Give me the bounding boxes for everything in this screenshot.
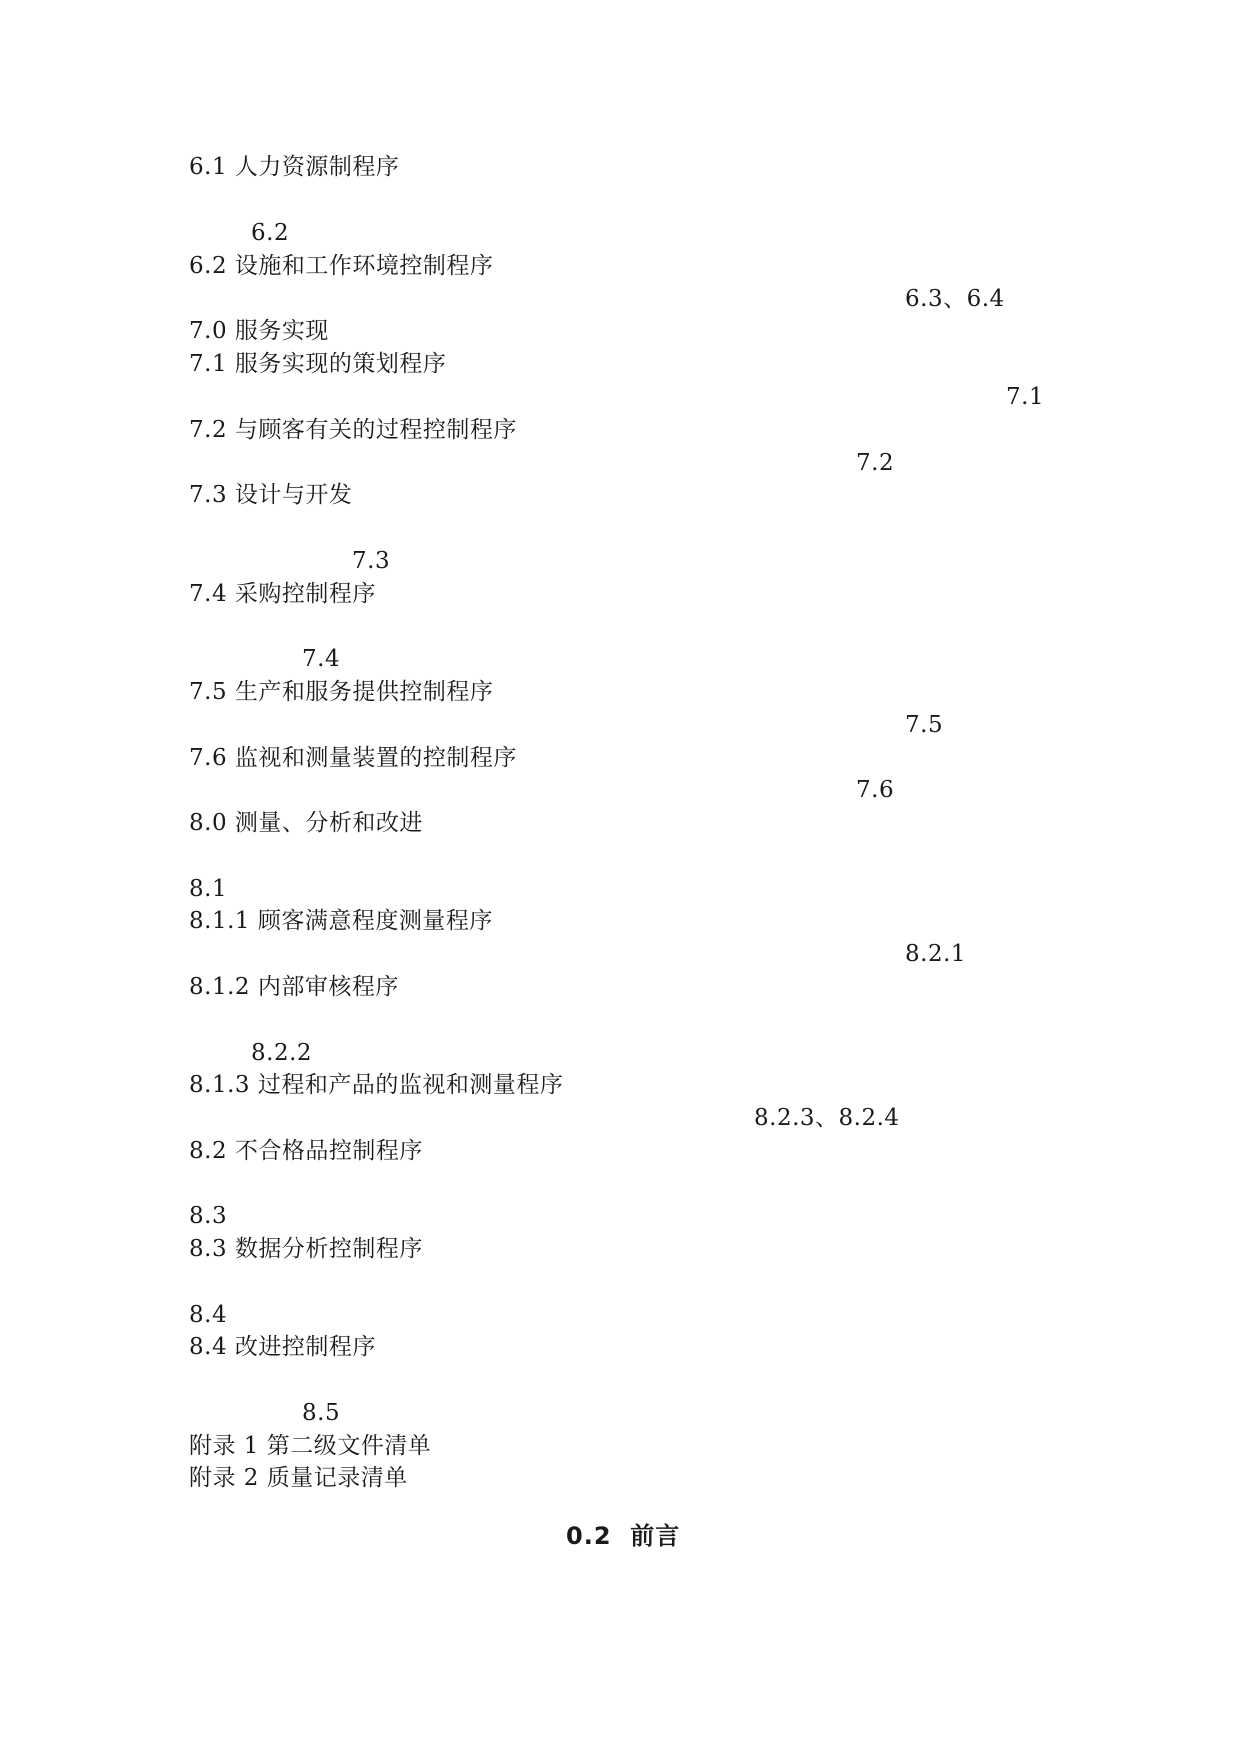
toc-item-8-1-2: 8.1.2 内部审核程序 [189, 974, 399, 1000]
toc-ref-8-1-3: 8.2.3、8.2.4 [754, 1105, 900, 1131]
section-heading: 0.2 前言 [566, 1522, 681, 1550]
toc-ref-7-3: 7.3 [352, 548, 391, 574]
toc-ref-7-6: 7.6 [856, 777, 895, 803]
toc-item-7-3: 7.3 设计与开发 [189, 482, 353, 508]
toc-ref-8-2: 8.3 [189, 1203, 228, 1229]
toc-ref-8-4: 8.5 [302, 1400, 341, 1426]
toc-item-8-0: 8.0 测量、分析和改进 [189, 810, 423, 836]
toc-item-7-5: 7.5 生产和服务提供控制程序 [189, 679, 494, 705]
toc-item-8-1-1: 8.1.1 顾客满意程度测量程序 [189, 908, 493, 934]
toc-ref-8-3: 8.4 [189, 1302, 228, 1328]
toc-item-7-2: 7.2 与顾客有关的过程控制程序 [189, 417, 517, 443]
toc-ref-6-1: 6.2 [251, 220, 290, 246]
appendix-1: 附录 1 第二级文件清单 [189, 1433, 432, 1459]
toc-item-8-1-3: 8.1.3 过程和产品的监视和测量程序 [189, 1072, 564, 1098]
toc-item-7-0: 7.0 服务实现 [189, 318, 329, 344]
toc-sub-8-1: 8.1 [189, 876, 228, 902]
toc-item-7-1: 7.1 服务实现的策划程序 [189, 351, 447, 377]
toc-item-8-4: 8.4 改进控制程序 [189, 1334, 376, 1360]
toc-ref-7-2: 7.2 [856, 450, 895, 476]
toc-item-8-2: 8.2 不合格品控制程序 [189, 1138, 423, 1164]
toc-item-8-3: 8.3 数据分析控制程序 [189, 1236, 423, 1262]
toc-ref-7-1: 7.1 [1006, 384, 1045, 410]
toc-ref-7-4: 7.4 [302, 646, 341, 672]
toc-item-6-2: 6.2 设施和工作环境控制程序 [189, 253, 494, 279]
toc-ref-6-2: 6.3、6.4 [905, 286, 1005, 312]
toc-ref-8-1-1: 8.2.1 [905, 941, 967, 967]
toc-item-6-1: 6.1 人力资源制程序 [189, 154, 400, 180]
appendix-2: 附录 2 质量记录清单 [189, 1465, 408, 1491]
toc-ref-8-1-2: 8.2.2 [251, 1040, 313, 1066]
toc-item-7-6: 7.6 监视和测量装置的控制程序 [189, 745, 517, 771]
toc-ref-7-5: 7.5 [905, 712, 944, 738]
toc-item-7-4: 7.4 采购控制程序 [189, 581, 376, 607]
